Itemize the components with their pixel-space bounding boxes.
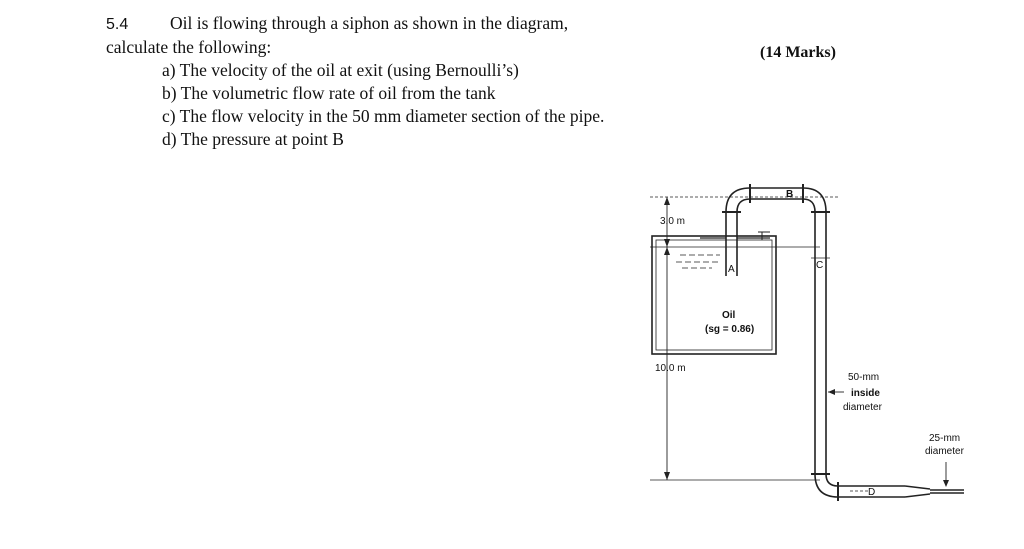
point-a-label: A (728, 264, 735, 275)
fluid-label: Oil (722, 310, 736, 321)
pipe-label-line2: inside (851, 388, 880, 399)
pipe-bend-top-right-inner (803, 199, 815, 212)
pipe-bend-bottom-inner (826, 474, 838, 486)
nozzle-label-arrowhead (943, 480, 949, 487)
pipe-label-line1: 50-mm (848, 372, 880, 383)
question-item-d: d) The pressure at point B (162, 129, 344, 149)
pipe-label-arrowhead (828, 389, 835, 395)
pipe-label-line3: diameter (843, 402, 882, 413)
point-b-label: B (786, 189, 794, 200)
dim-arrow-mid-down (664, 247, 670, 255)
question-number: 5.4 (106, 16, 129, 33)
point-d-label: D (868, 487, 876, 498)
question-item-c: c) The flow velocity in the 50 mm diameter section of the pipe. (162, 106, 605, 126)
dim-arrow-bottom (664, 472, 670, 480)
marks-label: (14 Marks) (760, 44, 836, 61)
question-title-line1: Oil is flowing through a siphon as shown in the diagram, (170, 13, 569, 33)
dim-arrow-top (664, 197, 670, 205)
nozzle-upper (905, 486, 930, 489)
point-c-label: C (816, 260, 824, 271)
question-item-b: b) The volumetric flow rate of oil from the tank (162, 83, 496, 103)
dim-bottom-label: 10.0 m (655, 363, 686, 374)
nozzle-label-line1: 25-mm (929, 433, 961, 444)
pipe-bend-top-left-inner (737, 199, 750, 212)
fluid-sg-label: (sg = 0.86) (705, 324, 755, 335)
dim-top-label: 3.0 m (660, 216, 686, 227)
oil-tank (652, 236, 776, 354)
nozzle-lower (905, 494, 930, 497)
nozzle-label-line2: diameter (925, 446, 964, 457)
question-title-line2: calculate the following: (106, 37, 272, 57)
question-item-a: a) The velocity of the oil at exit (using Bernoulli’s) (162, 60, 519, 80)
